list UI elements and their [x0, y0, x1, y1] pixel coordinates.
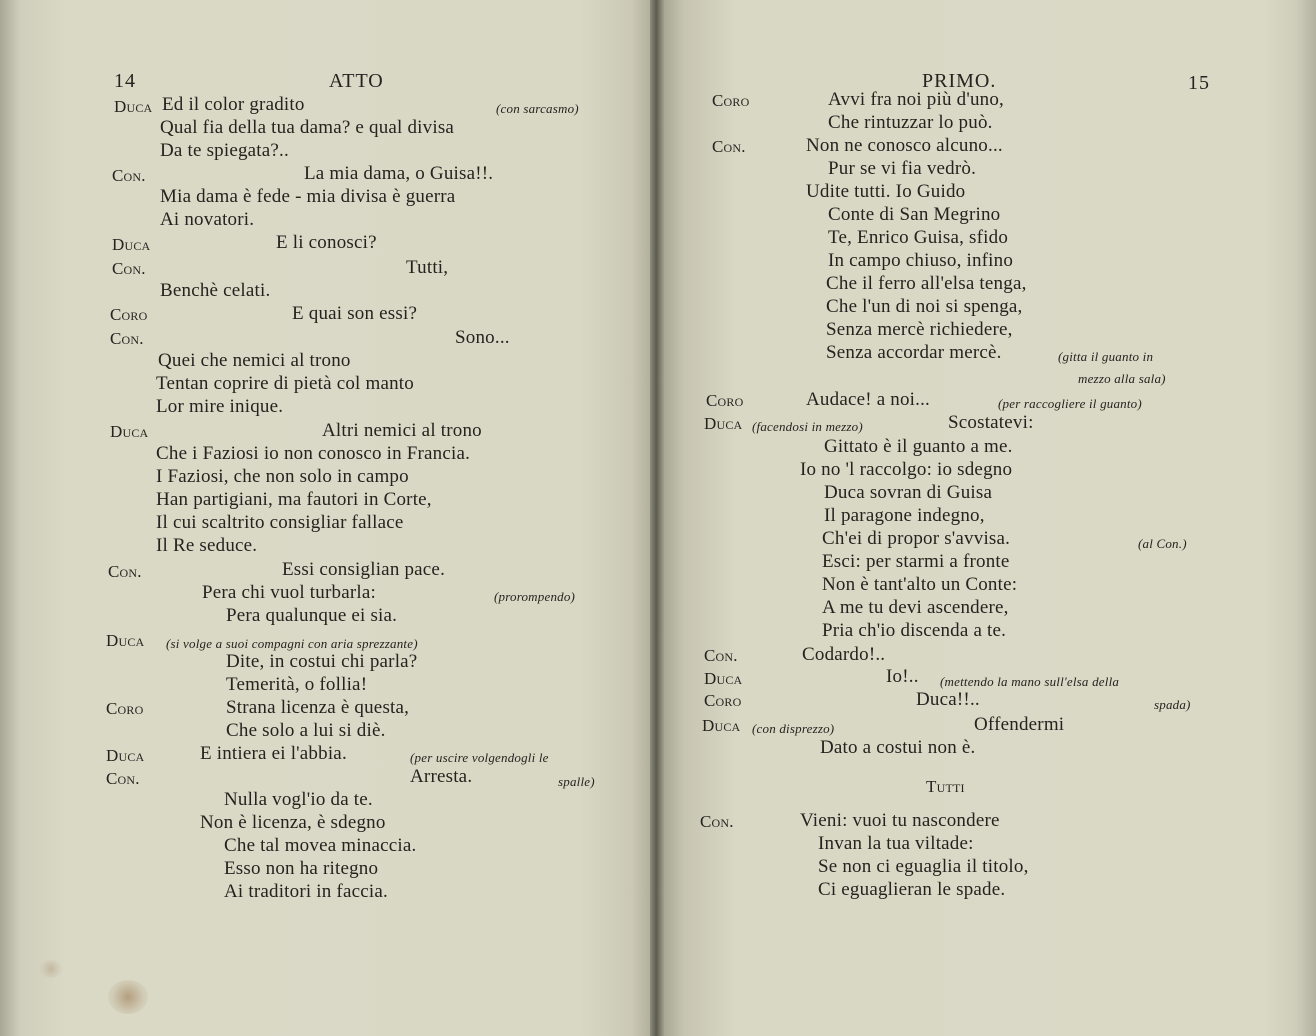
verse-line: Non è tant'alto un Conte: — [822, 574, 1018, 595]
verse-line: Io!.. — [886, 666, 919, 687]
verse-line: Pera chi vuol turbarla: — [202, 582, 376, 603]
verse-line: Invan la tua viltade: — [818, 833, 974, 854]
verse-line: Che il ferro all'elsa tenga, — [826, 273, 1027, 294]
verse-line: Il Re seduce. — [156, 535, 258, 556]
speaker-label: Con. — [704, 646, 738, 665]
speaker-label: Coro — [110, 305, 148, 324]
verse-line: E quai son essi? — [292, 303, 418, 324]
stage-direction: (gitta il guanto in — [1058, 349, 1154, 364]
stage-direction: (con disprezzo) — [752, 721, 835, 736]
verse-line: E intiera ei l'abbia. — [200, 743, 347, 764]
speaker-label: Duca — [112, 235, 151, 254]
speaker-label: Coro — [704, 691, 742, 710]
verse-line: Che tal movea minaccia. — [224, 835, 417, 856]
verse-line: Vieni: vuoi tu nascondere — [800, 810, 1000, 831]
speaker-label: Duca — [704, 669, 743, 688]
stage-direction: (al Con.) — [1138, 536, 1187, 551]
verse-line: Pur se vi fia vedrò. — [828, 158, 977, 179]
verse-line: In campo chiuso, infino — [828, 250, 1014, 271]
stage-direction: (per uscire volgendogli le — [410, 750, 549, 765]
verse-line: Nulla vogl'io da te. — [224, 789, 373, 810]
stage-direction: spada) — [1154, 697, 1191, 712]
verse-line: Esso non ha ritegno — [224, 858, 379, 879]
verse-line: Duca!!.. — [916, 689, 980, 710]
speaker-label: Coro — [712, 91, 750, 110]
speaker-label: Con. — [700, 812, 734, 831]
verse-line: Senza accordar mercè. — [826, 342, 1002, 363]
section-heading: Tutti — [926, 777, 965, 796]
verse-line: Ai traditori in faccia. — [224, 881, 388, 902]
speaker-label: Con. — [108, 562, 142, 581]
verse-line: Scostatevi: — [948, 412, 1034, 433]
speaker-label: Duca — [106, 631, 145, 650]
verse-line: Che solo a lui si diè. — [226, 720, 386, 741]
page-number: 14 — [114, 70, 136, 92]
speaker-label: Duca — [114, 97, 153, 116]
page-number: 15 — [1188, 72, 1210, 94]
stage-direction: (si volge a suoi compagni con aria sprezzante) — [166, 636, 418, 651]
verse-line: Ci eguaglieran le spade. — [818, 879, 1006, 900]
verse-line: Codardo!.. — [802, 644, 886, 665]
verse-line: E li conosci? — [276, 232, 377, 253]
verse-line: La mia dama, o Guisa!!. — [304, 163, 494, 184]
verse-line: Qual fia della tua dama? e qual divisa — [160, 117, 455, 138]
verse-line: Gittato è il guanto a me. — [824, 436, 1013, 457]
verse-line: Io no 'l raccolgo: io sdegno — [800, 459, 1013, 480]
verse-line: Senza mercè richiedere, — [826, 319, 1013, 340]
verse-line: Tutti, — [406, 257, 449, 278]
verse-line: Han partigiani, ma fautori in Corte, — [156, 489, 432, 510]
verse-line: Che i Faziosi io non conosco in Francia. — [156, 443, 471, 464]
verse-line: A me tu devi ascendere, — [822, 597, 1009, 618]
verse-line: Udite tutti. Io Guido — [806, 181, 966, 202]
stage-direction: spalle) — [558, 774, 595, 789]
verse-line: Pria ch'io discenda a te. — [822, 620, 1007, 641]
verse-line: Conte di San Megrino — [828, 204, 1001, 225]
speaker-label: Duca — [106, 746, 145, 765]
verse-line: Esci: per starmi a fronte — [822, 551, 1010, 572]
speaker-label: Con. — [112, 259, 146, 278]
stage-direction: (con sarcasmo) — [496, 101, 579, 116]
running-head: PRIMO. — [922, 70, 997, 92]
right-page — [658, 0, 1316, 1036]
book-gutter — [650, 0, 664, 1036]
verse-line: Dite, in costui chi parla? — [226, 651, 418, 672]
verse-line: I Faziosi, che non solo in campo — [156, 466, 409, 487]
verse-line: Ch'ei di propor s'avvisa. — [822, 528, 1011, 549]
verse-line: Strana licenza è questa, — [226, 697, 410, 718]
verse-line: Che rintuzzar lo può. — [828, 112, 993, 133]
verse-line: Pera qualunque ei sia. — [226, 605, 398, 626]
verse-line: Duca sovran di Guisa — [824, 482, 993, 503]
verse-line: Audace! a noi... — [806, 389, 931, 410]
speaker-label: Con. — [712, 137, 746, 156]
verse-line: Sono... — [455, 327, 510, 348]
speaker-label: Con. — [110, 329, 144, 348]
stage-direction: (mettendo la mano sull'elsa della — [940, 674, 1120, 689]
verse-line: Lor mire inique. — [156, 396, 284, 417]
speaker-label: Duca — [702, 716, 741, 735]
verse-line: Dato a costui non è. — [820, 737, 976, 758]
paper-stain — [40, 960, 62, 978]
verse-line: Ed il color gradito — [162, 94, 305, 115]
verse-line: Il cui scaltrito consigliar fallace — [156, 512, 404, 533]
verse-line: Essi consiglian pace. — [282, 559, 446, 580]
stage-direction: (facendosi in mezzo) — [752, 419, 863, 434]
verse-line: Te, Enrico Guisa, sfido — [828, 227, 1009, 248]
verse-line: Tentan coprire di pietà col manto — [156, 373, 414, 394]
speaker-label: Duca — [110, 422, 149, 441]
verse-line: Arresta. — [410, 766, 473, 787]
speaker-label: Duca — [704, 414, 743, 433]
verse-line: Non è licenza, è sdegno — [200, 812, 386, 833]
verse-line: Temerità, o follia! — [226, 674, 368, 695]
paper-stain — [108, 980, 148, 1014]
stage-direction: mezzo alla sala) — [1078, 371, 1166, 386]
speaker-label: Coro — [706, 391, 744, 410]
verse-line: Il paragone indegno, — [824, 505, 985, 526]
verse-line: Non ne conosco alcuno... — [806, 135, 1003, 156]
verse-line: Che l'un di noi si spenga, — [826, 296, 1023, 317]
verse-line: Da te spiegata?.. — [160, 140, 289, 161]
verse-line: Avvi fra noi più d'uno, — [828, 89, 1005, 110]
speaker-label: Con. — [106, 769, 140, 788]
verse-line: Mia dama è fede - mia divisa è guerra — [160, 186, 456, 207]
stage-direction: (per raccogliere il guanto) — [998, 396, 1142, 411]
running-head: ATTO — [329, 70, 384, 92]
stage-direction: (prorompendo) — [494, 589, 576, 604]
verse-line: Offendermi — [974, 714, 1065, 735]
verse-line: Benchè celati. — [160, 280, 271, 301]
verse-line: Se non ci eguaglia il titolo, — [818, 856, 1029, 877]
verse-line: Quei che nemici al trono — [158, 350, 351, 371]
verse-line: Altri nemici al trono — [322, 420, 482, 441]
verse-line: Ai novatori. — [160, 209, 255, 230]
speaker-label: Coro — [106, 699, 144, 718]
speaker-label: Con. — [112, 166, 146, 185]
